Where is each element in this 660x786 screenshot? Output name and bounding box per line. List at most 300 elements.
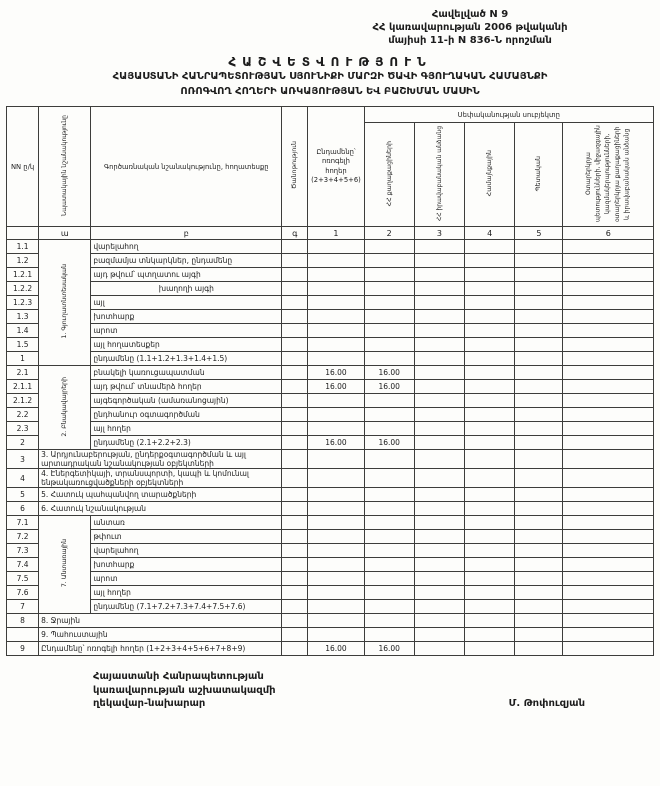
table-row <box>7 380 654 394</box>
cell-c2 <box>364 572 414 586</box>
cell-c3 <box>414 254 464 268</box>
cell-c6 <box>563 488 654 502</box>
cell-c3 <box>414 380 464 394</box>
cell-c3 <box>414 600 464 614</box>
cell-nn: 2.2 <box>7 408 39 422</box>
cell-c6 <box>563 254 654 268</box>
cell-c1 <box>308 240 364 254</box>
cell-c5 <box>515 324 563 338</box>
cell-note <box>282 572 308 586</box>
cell-c3 <box>414 338 464 352</box>
cell-label: թփուտ <box>91 530 282 544</box>
cell-c4 <box>465 352 515 366</box>
table-row <box>7 338 654 352</box>
cell-note <box>282 380 308 394</box>
cell-c1 <box>308 628 364 642</box>
document-subtitle-1: ՀԱՅԱՍՏԱՆԻ ՀԱՆՐԱՊԵՏՈՒԹՅԱՆ ՍՅՈՒՆԻՔԻ ՄԱՐԶԻ ԾԱՎԻ ԳՅՈՒՂԱԿԱՆ ՀԱՄԱՅՆՔԻ <box>112 71 548 82</box>
cell-c6 <box>563 408 654 422</box>
cell-nn <box>7 628 39 642</box>
cell-c3 <box>414 310 464 324</box>
table-row <box>7 282 654 296</box>
cell-note <box>282 408 308 422</box>
cell-c2 <box>364 516 414 530</box>
cell-nn: 2.1.1 <box>7 380 39 394</box>
cell-c5 <box>515 296 563 310</box>
cell-c6 <box>563 366 654 380</box>
cell-c2 <box>364 530 414 544</box>
cell-note <box>282 296 308 310</box>
col-header-state: Պետական <box>515 123 563 227</box>
cell-c3 <box>414 240 464 254</box>
cell-c6 <box>563 436 654 450</box>
cell-note <box>282 469 308 488</box>
cell-nn: 1.1 <box>7 240 39 254</box>
cell-c6 <box>563 380 654 394</box>
group-label-residential: 2. Բնակավայրերի <box>39 366 91 450</box>
cell-c5 <box>515 558 563 572</box>
cell-label: արոտ <box>91 572 282 586</box>
cell-c4 <box>465 558 515 572</box>
cell-c6 <box>563 310 654 324</box>
cell-c2 <box>364 450 414 469</box>
cell-c3 <box>414 408 464 422</box>
cell-nn: 2.3 <box>7 422 39 436</box>
cell-c6 <box>563 422 654 436</box>
cell-c4 <box>465 488 515 502</box>
table-row <box>7 324 654 338</box>
cell-label: բազմամյա տնկարկներ, ընդամենը <box>91 254 282 268</box>
cell-label: բնակելի կառուցապատման <box>91 366 282 380</box>
cell-c1 <box>308 338 364 352</box>
cell-c6 <box>563 586 654 600</box>
col-header-citizens: ՀՀ քաղաքացիների <box>364 123 414 227</box>
cell-note <box>282 488 308 502</box>
cell-c4 <box>465 296 515 310</box>
cell-c4 <box>465 628 515 642</box>
cell-c6 <box>563 600 654 614</box>
cell-c4 <box>465 324 515 338</box>
cell-label: այլ հողեր <box>91 586 282 600</box>
cell-nn: 1.2.1 <box>7 268 39 282</box>
cell-c2 <box>364 268 414 282</box>
cell-note <box>282 600 308 614</box>
cell-c4 <box>465 310 515 324</box>
table-row <box>7 572 654 586</box>
cell-note <box>282 422 308 436</box>
cell-c3 <box>414 450 464 469</box>
cell-c1 <box>308 296 364 310</box>
cell-note <box>282 394 308 408</box>
cell-label: խաղողի այգի <box>91 282 282 296</box>
cell-nn: 2 <box>7 436 39 450</box>
cell-label: 3. Արդյունաբերության, ընդերքօգտագործման և այլ արտադրական նշանակության օբյեկտների <box>39 450 282 469</box>
cell-label: այդ թվում՝ պտղատու այգի <box>91 268 282 282</box>
table-row <box>7 544 654 558</box>
cell-c4 <box>465 572 515 586</box>
cell-c5 <box>515 642 563 656</box>
cell-c3 <box>414 469 464 488</box>
table-row <box>7 516 654 530</box>
cell-c2 <box>364 240 414 254</box>
cell-c6 <box>563 324 654 338</box>
annex-line-2: ՀՀ կառավարության 2006 թվականի <box>372 22 568 33</box>
cell-note <box>282 450 308 469</box>
cell-c6 <box>563 530 654 544</box>
cell-label: այդ թվում՝ տնամերձ հողեր <box>91 380 282 394</box>
table-row-grand-total <box>7 642 654 656</box>
table-row <box>7 310 654 324</box>
cell-c5 <box>515 268 563 282</box>
cell-c5 <box>515 600 563 614</box>
cell-c1 <box>308 502 364 516</box>
cell-c6 <box>563 268 654 282</box>
table-row <box>7 296 654 310</box>
header-row-top <box>7 107 654 123</box>
cell-nn: 3 <box>7 450 39 469</box>
cell-c5 <box>515 422 563 436</box>
signatory-title <box>93 670 276 711</box>
title-block <box>5 55 655 98</box>
cell-c2: 16.00 <box>364 436 414 450</box>
cell-c5 <box>515 436 563 450</box>
table-row <box>7 488 654 502</box>
group-label-forest: 7. Անտառային <box>39 516 91 614</box>
cell-c3 <box>414 488 464 502</box>
cell-c6 <box>563 614 654 628</box>
table-row <box>7 254 654 268</box>
cell-nn: 5 <box>7 488 39 502</box>
report-table <box>6 106 654 656</box>
letter-cell: ա <box>39 227 91 240</box>
table-row <box>7 558 654 572</box>
cell-c5 <box>515 628 563 642</box>
cell-c4 <box>465 380 515 394</box>
cell-note <box>282 310 308 324</box>
cell-c1 <box>308 324 364 338</box>
cell-c1 <box>308 544 364 558</box>
cell-c2 <box>364 469 414 488</box>
cell-c3 <box>414 268 464 282</box>
cell-label: ընդամենը (1.1+1.2+1.3+1.4+1.5) <box>91 352 282 366</box>
cell-c5 <box>515 240 563 254</box>
cell-c2: 16.00 <box>364 380 414 394</box>
table-row <box>7 240 654 254</box>
letter-cell: 6 <box>563 227 654 240</box>
cell-label: Ընդամենը՝ ոռոգելի հողեր (1+2+3+4+5+6+7+8+9) <box>39 642 282 656</box>
annex-line-3: մայիսի 11-ի N 836-Ն որոշման <box>388 35 552 46</box>
cell-c6 <box>563 516 654 530</box>
cell-c5 <box>515 530 563 544</box>
cell-c6 <box>563 502 654 516</box>
col-group-ownership: Սեփականության սուբյեկտը <box>364 107 653 123</box>
cell-note <box>282 324 308 338</box>
cell-c5 <box>515 254 563 268</box>
cell-c4 <box>465 614 515 628</box>
cell-c1 <box>308 572 364 586</box>
cell-c6 <box>563 394 654 408</box>
table-row <box>7 268 654 282</box>
cell-nn: 2.1.2 <box>7 394 39 408</box>
cell-c6 <box>563 240 654 254</box>
cell-nn: 1.5 <box>7 338 39 352</box>
col-header-purpose: Նպատակային նշանակությունը <box>39 107 91 227</box>
cell-label: խոտհարք <box>91 558 282 572</box>
table-row <box>7 366 654 380</box>
cell-label: այլ հողեր <box>91 422 282 436</box>
cell-nn: 1 <box>7 352 39 366</box>
cell-c4 <box>465 516 515 530</box>
table-row <box>7 502 654 516</box>
cell-label: ընդհանուր օգտագործման <box>91 408 282 422</box>
letter-cell: բ <box>91 227 282 240</box>
cell-c2 <box>364 488 414 502</box>
col-header-legal-entities: ՀՀ իրավաբանական անձանց <box>414 123 464 227</box>
signatory-line-3: ղեկավար-նախարար <box>93 698 206 709</box>
col-header-total: Ընդամենը՝ ոռոգելի հողեր (2+3+4+5+6) <box>308 107 364 227</box>
cell-c6 <box>563 450 654 469</box>
cell-c5 <box>515 572 563 586</box>
document-subtitle-2: ՈՌՈԳՎՈՂ ՀՈՂԵՐԻ ԱՌԿԱՅՈՒԹՅԱՆ ԵՎ ԲԱՇԽՄԱՆ ՄԱՍԻՆ <box>180 85 480 97</box>
table-row-subtotal <box>7 436 654 450</box>
cell-nn: 8 <box>7 614 39 628</box>
cell-nn: 1.4 <box>7 324 39 338</box>
cell-c1: 16.00 <box>308 366 364 380</box>
table-row <box>7 450 654 469</box>
cell-c5 <box>515 338 563 352</box>
cell-nn: 7.3 <box>7 544 39 558</box>
cell-label: 4. Էներգետիկայի, տրանսպորտի, կապի և կոմունալ ենթակառուցվածքների օբյեկտների <box>39 469 282 488</box>
cell-c3 <box>414 516 464 530</box>
cell-nn: 7 <box>7 600 39 614</box>
cell-c3 <box>414 544 464 558</box>
cell-c5 <box>515 380 563 394</box>
cell-c2 <box>364 544 414 558</box>
cell-c5 <box>515 502 563 516</box>
cell-label: խոտհարք <box>91 310 282 324</box>
cell-c3 <box>414 572 464 586</box>
cell-c1 <box>308 600 364 614</box>
cell-c5 <box>515 450 563 469</box>
cell-c2: 16.00 <box>364 366 414 380</box>
cell-note <box>282 282 308 296</box>
cell-c5 <box>515 408 563 422</box>
cell-nn: 1.2 <box>7 254 39 268</box>
cell-c4 <box>465 502 515 516</box>
cell-c1: 16.00 <box>308 380 364 394</box>
table-row <box>7 469 654 488</box>
table-row <box>7 614 654 628</box>
cell-c3 <box>414 586 464 600</box>
cell-note <box>282 614 308 628</box>
signature-block <box>5 670 655 711</box>
signatory-name: Մ. Թոփուզյան <box>508 698 585 709</box>
cell-c2 <box>364 296 414 310</box>
cell-c5 <box>515 469 563 488</box>
cell-c6 <box>563 558 654 572</box>
cell-note <box>282 240 308 254</box>
cell-c6 <box>563 282 654 296</box>
cell-note <box>282 516 308 530</box>
cell-nn: 7.5 <box>7 572 39 586</box>
cell-nn: 1.2.2 <box>7 282 39 296</box>
cell-label: այլ հողատեսքեր <box>91 338 282 352</box>
cell-c6 <box>563 628 654 642</box>
cell-c3 <box>414 324 464 338</box>
cell-c2 <box>364 628 414 642</box>
cell-c2 <box>364 282 414 296</box>
cell-nn: 7.1 <box>7 516 39 530</box>
col-header-functional: Գործառնական նշանակությունը, հողատեսքը <box>91 107 282 227</box>
cell-c3 <box>414 642 464 656</box>
cell-c6 <box>563 469 654 488</box>
cell-c1 <box>308 352 364 366</box>
cell-c1 <box>308 530 364 544</box>
cell-c2 <box>364 614 414 628</box>
cell-label: արոտ <box>91 324 282 338</box>
cell-c2 <box>364 254 414 268</box>
cell-c1 <box>308 254 364 268</box>
cell-c2 <box>364 324 414 338</box>
cell-c6 <box>563 572 654 586</box>
cell-c2 <box>364 502 414 516</box>
cell-c4 <box>465 268 515 282</box>
cell-c1 <box>308 469 364 488</box>
cell-c6 <box>563 544 654 558</box>
cell-label: ընդամենը (2.1+2.2+2.3) <box>91 436 282 450</box>
cell-label: ընդամենը (7.1+7.2+7.3+7.4+7.5+7.6) <box>91 600 282 614</box>
cell-label: 8. Ջրային <box>39 614 282 628</box>
cell-c1 <box>308 558 364 572</box>
cell-c5 <box>515 282 563 296</box>
cell-note <box>282 642 308 656</box>
cell-c5 <box>515 488 563 502</box>
cell-c4 <box>465 254 515 268</box>
cell-label: վարելահող <box>91 240 282 254</box>
cell-c5 <box>515 516 563 530</box>
cell-label: վարելահող <box>91 544 282 558</box>
cell-nn: 1.2.3 <box>7 296 39 310</box>
cell-label: 5. Հատուկ պահպանվող տարածքների <box>39 488 282 502</box>
cell-c3 <box>414 558 464 572</box>
signatory-line-1: Հայաստանի Հանրապետության <box>93 671 264 682</box>
cell-c2 <box>364 352 414 366</box>
cell-c4 <box>465 544 515 558</box>
cell-c4 <box>465 394 515 408</box>
cell-note <box>282 628 308 642</box>
cell-c5 <box>515 310 563 324</box>
cell-c1 <box>308 488 364 502</box>
signatory-line-2: կառավարության աշխատակազմի <box>93 684 276 696</box>
col-header-community: Համայնքային <box>465 123 515 227</box>
cell-c1 <box>308 516 364 530</box>
cell-c3 <box>414 614 464 628</box>
cell-label: այլ <box>91 296 282 310</box>
annex-block <box>285 8 655 47</box>
table-row <box>7 586 654 600</box>
cell-c1 <box>308 268 364 282</box>
letter-cell: 1 <box>308 227 364 240</box>
cell-c6 <box>563 352 654 366</box>
cell-note <box>282 352 308 366</box>
letter-cell: 3 <box>414 227 464 240</box>
group-label-agricultural: 1. Գյուղատնտեսական <box>39 240 91 366</box>
cell-nn: 9 <box>7 642 39 656</box>
cell-c3 <box>414 296 464 310</box>
cell-label: անտառ <box>91 516 282 530</box>
cell-nn: 6 <box>7 502 39 516</box>
cell-note <box>282 436 308 450</box>
cell-c3 <box>414 352 464 366</box>
cell-c1: 16.00 <box>308 642 364 656</box>
cell-c4 <box>465 530 515 544</box>
cell-c1 <box>308 586 364 600</box>
cell-nn: 4 <box>7 469 39 488</box>
cell-c1 <box>308 408 364 422</box>
cell-c5 <box>515 366 563 380</box>
document-title: ՀԱՇՎԵՏՎՈՒԹՅՈՒՆ <box>228 55 432 69</box>
table-row <box>7 530 654 544</box>
cell-c3 <box>414 628 464 642</box>
table-row <box>7 408 654 422</box>
cell-label: 9. Պահուստային <box>39 628 282 642</box>
cell-note <box>282 502 308 516</box>
col-header-foreign: Օտարերկրյա պետությունների, միջազգային կազմակերպությունների, օտարերկրյա քաղաքացիների և իրավաբանական անձանց <box>563 123 654 227</box>
table-row <box>7 394 654 408</box>
cell-nn: 7.4 <box>7 558 39 572</box>
cell-nn: 1.3 <box>7 310 39 324</box>
cell-note <box>282 586 308 600</box>
cell-c4 <box>465 450 515 469</box>
cell-c1 <box>308 422 364 436</box>
cell-c1 <box>308 450 364 469</box>
cell-c2 <box>364 408 414 422</box>
cell-c2 <box>364 310 414 324</box>
cell-c4 <box>465 642 515 656</box>
cell-nn: 7.6 <box>7 586 39 600</box>
cell-c4 <box>465 436 515 450</box>
cell-c1 <box>308 614 364 628</box>
cell-c2 <box>364 558 414 572</box>
table-row <box>7 628 654 642</box>
cell-c4 <box>465 338 515 352</box>
cell-c5 <box>515 394 563 408</box>
cell-c2 <box>364 586 414 600</box>
cell-c4 <box>465 422 515 436</box>
cell-c1 <box>308 394 364 408</box>
cell-c1 <box>308 282 364 296</box>
annex-title: Հավելված N 9 <box>431 9 509 20</box>
cell-label: այգեգործական (ամառանոցային) <box>91 394 282 408</box>
cell-c5 <box>515 614 563 628</box>
cell-label: 6. Հատուկ նշանակության <box>39 502 282 516</box>
cell-c4 <box>465 408 515 422</box>
cell-c4 <box>465 366 515 380</box>
table-row-subtotal <box>7 352 654 366</box>
cell-c3 <box>414 502 464 516</box>
col-header-note: Ծանոթություն <box>282 107 308 227</box>
letter-cell: 5 <box>515 227 563 240</box>
cell-c4 <box>465 600 515 614</box>
cell-c2 <box>364 394 414 408</box>
cell-c6 <box>563 338 654 352</box>
table-row <box>7 422 654 436</box>
cell-c2 <box>364 600 414 614</box>
cell-c2 <box>364 422 414 436</box>
cell-c4 <box>465 469 515 488</box>
cell-note <box>282 268 308 282</box>
cell-note <box>282 530 308 544</box>
cell-c6 <box>563 296 654 310</box>
